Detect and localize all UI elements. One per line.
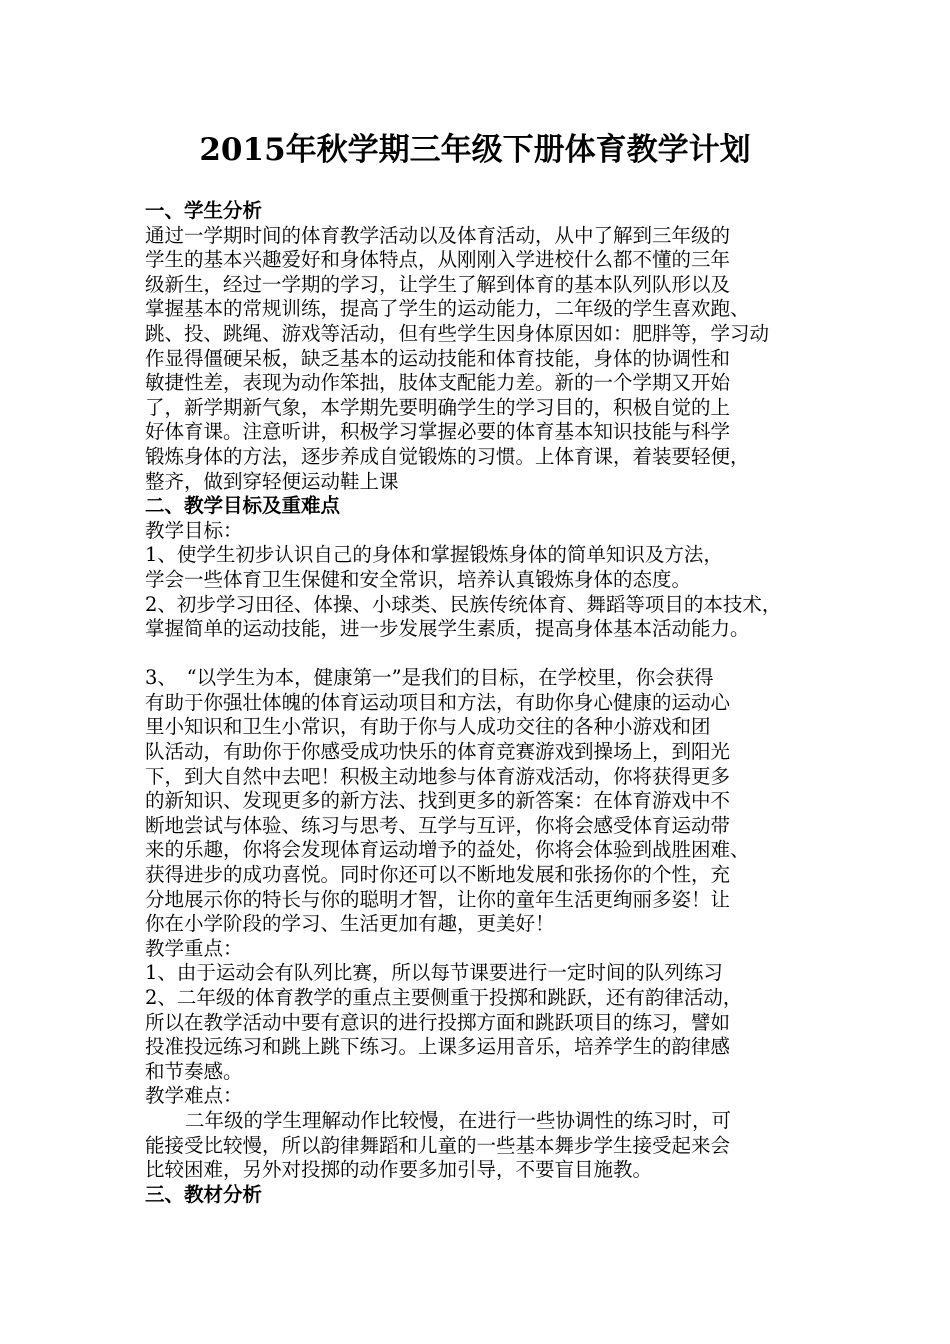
section-heading: 二、教学目标及重难点 [145,494,341,518]
paragraph-line: 队活动，有助你于你感受成功快乐的体育竞赛游戏到操场上，到阳光 [145,740,731,764]
paragraph-line: 来的乐趣，你将会发现体育运动增予的益处，你将会体验到战胜困难、 [145,838,750,862]
paragraph-line: 好体育课。注意听讲，积极学习掌握必要的体育基本知识技能与科学 [145,420,731,444]
paragraph-line: 跳、投、跳绳、游戏等活动，但有些学生因身体原因如：肥胖等，学习动 [145,321,770,345]
paragraph-line: 和节奏感。 [145,1059,243,1083]
section-heading: 一、学生分析 [145,199,263,222]
paragraph-line: 作显得僵硬呆板，缺乏基本的运动技能和体育技能，身体的协调性和 [145,346,731,370]
paragraph-line: 掌握基本的常规训练，提高了学生的运动能力，二年级的学生喜欢跑、 [145,297,750,321]
paragraph-line: 3、 “以学生为本，健康第一”是我们的目标，在学校里，你会获得 [145,666,714,690]
paragraph-line: 的新知识、发现更多的新方法、找到更多的新答案：在体育游戏中不 [145,789,731,813]
section-heading: 三、教材分析 [145,1182,263,1206]
document-title: 2015年秋学期三年级下册体育教学计划 [199,132,751,168]
document-body [145,199,825,1207]
paragraph-line: 1、使学生初步认识自己的身体和掌握锻炼身体的简单知识及方法， [145,543,723,567]
paragraph-line: 比较困难，另外对投掷的动作要多加引导，不要盲目施教。 [145,1158,653,1182]
paragraph-line: 1、由于运动会有队列比赛，所以每节课要进行一定时间的队列练习 [145,961,723,985]
paragraph-line: 所以在教学活动中要有意识的进行投掷方面和跳跃项目的练习，譬如 [145,1010,731,1034]
paragraph-line: 2、二年级的体育教学的重点主要侧重于投掷和跳跃，还有韵律活动， [145,986,743,1009]
paragraph-line: 学会一些体育卫生保健和安全常识，培养认真锻炼身体的态度。 [145,567,692,591]
paragraph-line: 敏捷性差，表现为动作笨拙，肢体支配能力差。新的一个学期又开始 [145,371,731,395]
paragraph-line: 你在小学阶段的学习、生活更加有趣，更美好！ [145,912,555,936]
paragraph-line: 能接受比较慢，所以韵律舞蹈和儿童的一些基本舞步学生接受起来会 [145,1133,731,1157]
paragraph-line: 学生的基本兴趣爱好和身体特点，从刚刚入学进校什么都不懂的三年 [145,248,731,272]
paragraph-line: 了，新学期新气象，本学期先要明确学生的学习目的，积极自觉的上 [145,395,731,419]
paragraph-line: 教学难点： [145,1084,243,1108]
paragraph-line: 教学目标： [145,518,243,542]
blank-line [145,642,825,667]
paragraph-line: 掌握简单的运动技能，进一步发展学生素质，提高身体基本活动能力。 [145,617,750,641]
paragraph-line: 级新生，经过一学期的学习，让学生了解到体育的基本队列队形以及 [145,272,731,296]
paragraph-line: 有助于你强壮体魄的体育运动项目和方法，有助你身心健康的运动心 [145,690,731,714]
paragraph-line: 锻炼身体的方法，逐步养成自觉锻炼的习惯。上体育课，着装要轻便， [145,444,750,468]
paragraph-line: 二年级的学生理解动作比较慢，在进行一些协调性的练习时，可 [185,1108,732,1132]
paragraph-line: 下，到大自然中去吧！积极主动地参与体育游戏活动，你将获得更多 [145,764,731,788]
paragraph-line: 获得进步的成功喜悦。同时你还可以不断地发展和张扬你的个性，充 [145,863,731,887]
paragraph-line: 2、初步学习田径、体操、小球类、民族传统体育、舞蹈等项目的本技术， [145,592,782,616]
paragraph-line: 分地展示你的特长与你的聪明才智，让你的童年生活更绚丽多姿！让 [145,887,731,911]
paragraph-line: 投准投远练习和跳上跳下练习。上课多运用音乐，培养学生的韵律感 [145,1035,731,1059]
paragraph-line: 里小知识和卫生小常识，有助于你与人成功交往的各种小游戏和团 [145,715,711,739]
paragraph-line: 断地尝试与体验、练习与思考、互学与互评，你将会感受体育运动带 [145,813,731,837]
paragraph-line: 教学重点： [145,936,243,960]
paragraph-line: 整齐，做到穿轻便运动鞋上课 [145,469,399,493]
paragraph-line: 通过一学期时间的体育教学活动以及体育活动，从中了解到三年级的 [145,223,731,247]
